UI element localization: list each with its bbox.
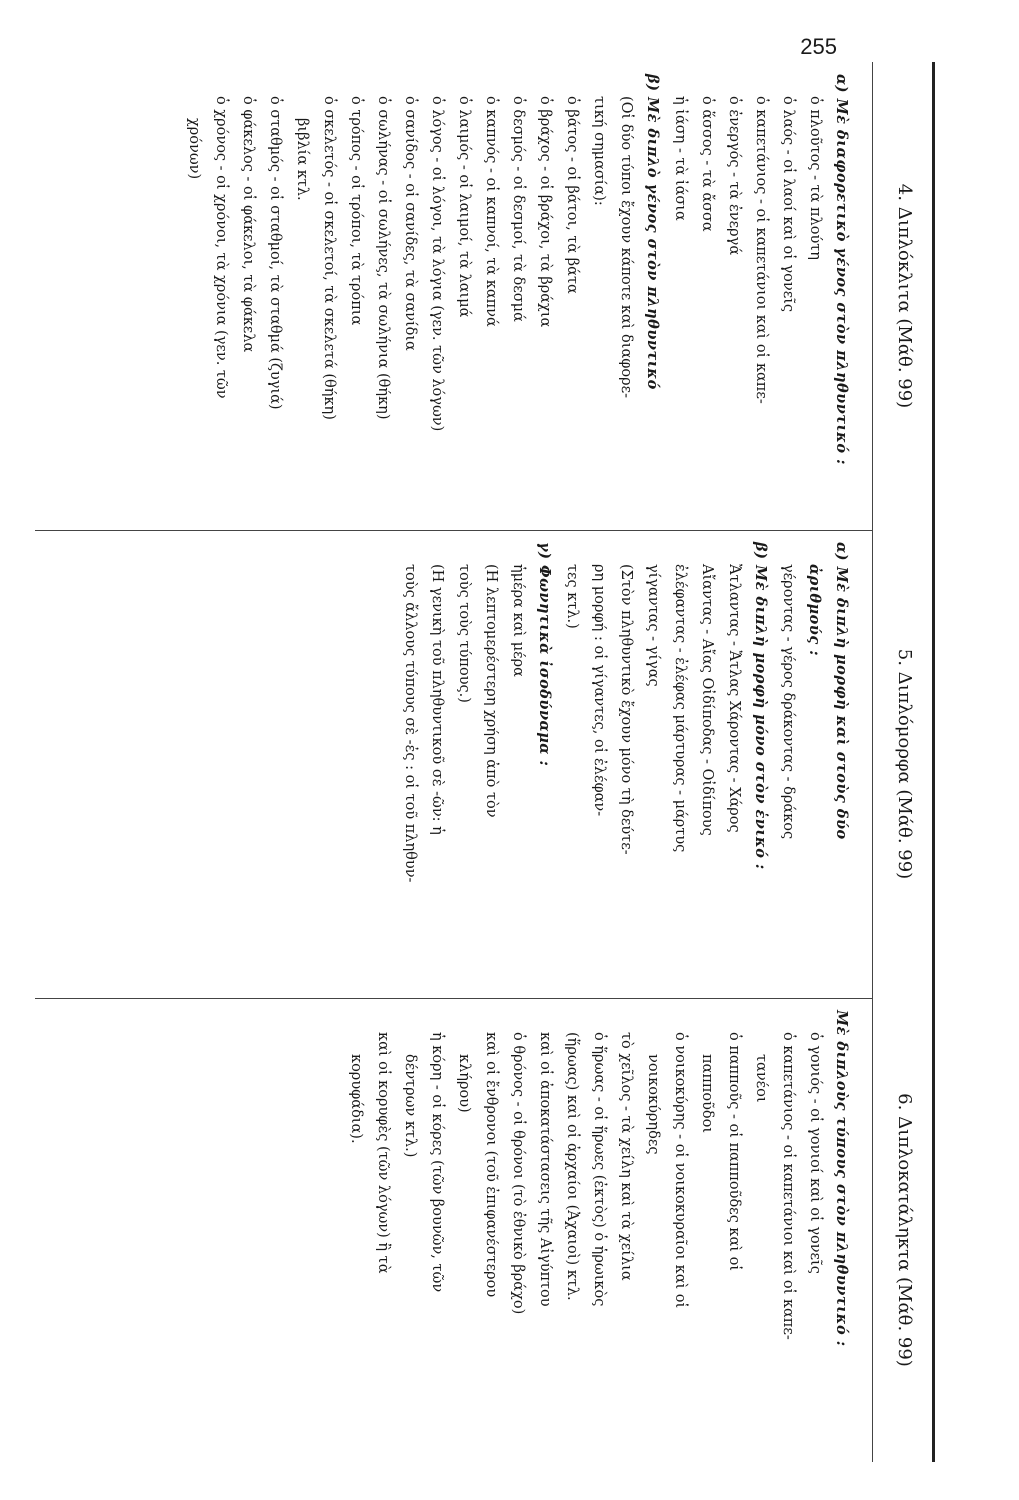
text-line: καὶ οἱ ἀποκατάστασεις τῆς Αἰγύπτου [537, 1032, 553, 1307]
text-line: ὁ σταθμός - οἱ σταθμοί, τὰ σταθμά (ζυγιά) [267, 96, 283, 410]
header-rule [872, 62, 873, 1462]
text-line: τική σημασία): [591, 96, 607, 206]
text-line: γέροντας - γέρος δράκοντας - δράκος [780, 564, 796, 840]
text-line: ὁ δεσμός - οἱ δεσμοί, τὰ δεσμά [510, 96, 526, 322]
text-line: ὁ καπετάνιος - οἱ καπετάνιοι καὶ οἱ καπε- [780, 1032, 796, 1340]
text-line: ὁ ἅσσος - τὰ ἄσσα [699, 96, 715, 232]
text-line: ἀριθμούς : [806, 564, 823, 657]
text-line: ὁ ἐνεργός - τὰ ἐνεργά [726, 96, 742, 256]
text-line: παπποῦδοι [699, 1054, 715, 1134]
column-header-4: 4. Διπλόκλιτα (Μάθ. 99) [894, 183, 915, 409]
text-line: ὁ καπνός - οἱ καπνοί, τὰ καπνά [483, 96, 499, 327]
text-line: χρόνων) [186, 118, 202, 180]
text-line: τοὺς ἄλλους τύπους σὲ -ἐς : οἱ τοῦ πληθυν- [402, 564, 418, 883]
text-line: ὁ χρόνος - οἱ χρόνοι, τὰ χρόνια (γεν. τῶν [213, 96, 229, 399]
text-line: νοικοκύρηδες [645, 1054, 661, 1155]
text-line: ἡ κόρη - οἱ κόρες (τῶν βουνῶν, τῶν [429, 1032, 445, 1293]
text-line: τες κτλ.) [564, 564, 580, 629]
page-number: 255 [800, 34, 837, 59]
text-line: κλήρου) [456, 1054, 472, 1113]
text-line: Αἴαντας - Αἴας Οἰδίποδας - Οἰδίπους [699, 564, 715, 836]
text-line: ὁ θρόνος - οἱ θρόνοι (τὸ ἐθνικὸ βράχο) [510, 1032, 526, 1315]
text-line: α) Μὲ διπλὴ μορφὴ καὶ στοὺς δύο [833, 542, 850, 840]
text-line: ἡ ἰάση - τὰ ἰάσια [672, 96, 688, 221]
text-line: γίγαντας - γίγας [645, 564, 661, 687]
text-line: ὁ ἥρωας - οἱ ἥρωες (ἐκτὸς) ὁ ἡρωικὸς [591, 1032, 607, 1307]
text-line: ρη μορφή : οἱ γίγαντες, οἱ ἐλέφαν- [591, 564, 607, 817]
text-line: (Η λεπτομερέστερη χρήση ἀπὸ τὸν [483, 564, 499, 818]
text-line: ὁ φάκελος - οἱ φάκελοι, τὰ φάκελα [240, 96, 256, 353]
text-line: καὶ οἱ κορυφὲς (τῶν λόγων) ἢ τὰ [375, 1032, 391, 1274]
text-line: Μὲ διπλοὺς τύπους στὸν πληθυντικό : [833, 1010, 850, 1347]
table [35, 62, 935, 1462]
top-rule [932, 62, 935, 1462]
text-line: ὁ πλοῦτος - τὰ πλούτη [807, 96, 823, 260]
text-line: ὁ βάτος - οἱ βάτοι, τὰ βάτα [564, 96, 580, 294]
text-line: καὶ οἱ ἔνθρονοι (τοῦ ἐπιφανέστερου [483, 1032, 499, 1298]
text-line: ὁ λόγος - οἱ λόγοι, τὰ λόγια (γεν. τῶν λόγων) [429, 96, 445, 432]
text-line: ὁ καπετάνιος - οἱ καπετάνιοι καὶ οἱ καπε- [753, 96, 769, 404]
text-line: τοὺς τοὺς τύπους.) [456, 564, 472, 703]
text-line: βιβλία κτλ. [294, 118, 310, 201]
rotated-table [35, 62, 935, 1462]
text-line: ὁ τρόπος - οἱ τρόποι, τὰ τρόπια [348, 96, 364, 326]
text-line: ὁ παπποῦς - οἱ παπποῦδες καὶ οἱ [726, 1032, 742, 1271]
column-body-5 [35, 530, 855, 998]
column-body-4 [35, 62, 855, 530]
text-line: ὁ γονιός - οἱ γονιοί καὶ οἱ γονεῖς [807, 1032, 823, 1274]
text-line: τανέοι [753, 1054, 769, 1103]
text-line: ἐλέφαντας - ἐλέφας μάρτυρας - μάρτυς [672, 564, 688, 853]
text-line: (ἥρωας) καὶ οἱ ἀρχαίοι (Ἀχαιοὶ) κτλ. [564, 1032, 580, 1301]
text-line: ὁ βράχος - οἱ βράχοι, τὰ βράχια [537, 96, 553, 328]
text-line: ἡμέρα καὶ μέρα [510, 564, 526, 677]
text-line: (Η γενικὴ τοῦ πληθυντικοῦ σὲ -ῶν: ἡ [429, 564, 445, 835]
text-line: δέντρων κτλ.) [402, 1054, 418, 1158]
text-line: γ) Φωνητικὰ ἰσοδύναμα : [536, 542, 553, 767]
text-line: ὁ σκελετός - οἱ σκελετοί, τὰ σκελετά (θήκη) [321, 96, 337, 420]
text-line: (Οἱ δύο τύποι ἔχουν κάποτε καὶ διαφορε- [618, 96, 634, 399]
text-line: α) Μὲ διαφορετικὸ γένος στὸν πληθυντικό : [833, 74, 850, 465]
text-line: ὁ σανίδος - οἱ σανίδες, τὰ σανίδια [402, 96, 418, 351]
text-line: ὁ λαιμός - οἱ λαιμοί, τὰ λαιμά [456, 96, 472, 318]
text-line: Ἄτλαντας - Ἄτλας Χάροντας - Χάρος [726, 564, 742, 833]
text-line: β) Μὲ διπλὸ γένος στὸν πληθυντικό [644, 74, 661, 390]
text-line: β) Μὲ διπλὴ μορφὴ μόνο στὸν ἑνικό : [752, 542, 769, 870]
text-line: τὸ χεῖλος - τὰ χείλη καὶ τὰ χείλια [618, 1032, 634, 1281]
column-header-6: 6. Διπλοκατάληκτα (Μάθ. 99) [894, 1093, 915, 1367]
text-line: ὁ σωλήνας - οἱ σωλήνες, τὰ σωλήνια (θήκη) [375, 96, 391, 420]
text-line: (Στὸν πληθυντικὸ ἔχουν μόνο τὴ δεύτε- [618, 564, 634, 855]
text-line: ὁ νοικοκύρης - οἱ νοικοκυραῖοι καὶ οἱ [672, 1032, 688, 1309]
text-line: κορυφάδια). [348, 1054, 364, 1144]
text-line: ὁ λαός - οἱ λαοί καὶ οἱ γονεῖς [780, 96, 796, 313]
column-header-5: 5. Διπλόμορφα (Μάθ. 99) [894, 648, 915, 880]
column-body-6 [35, 998, 855, 1462]
